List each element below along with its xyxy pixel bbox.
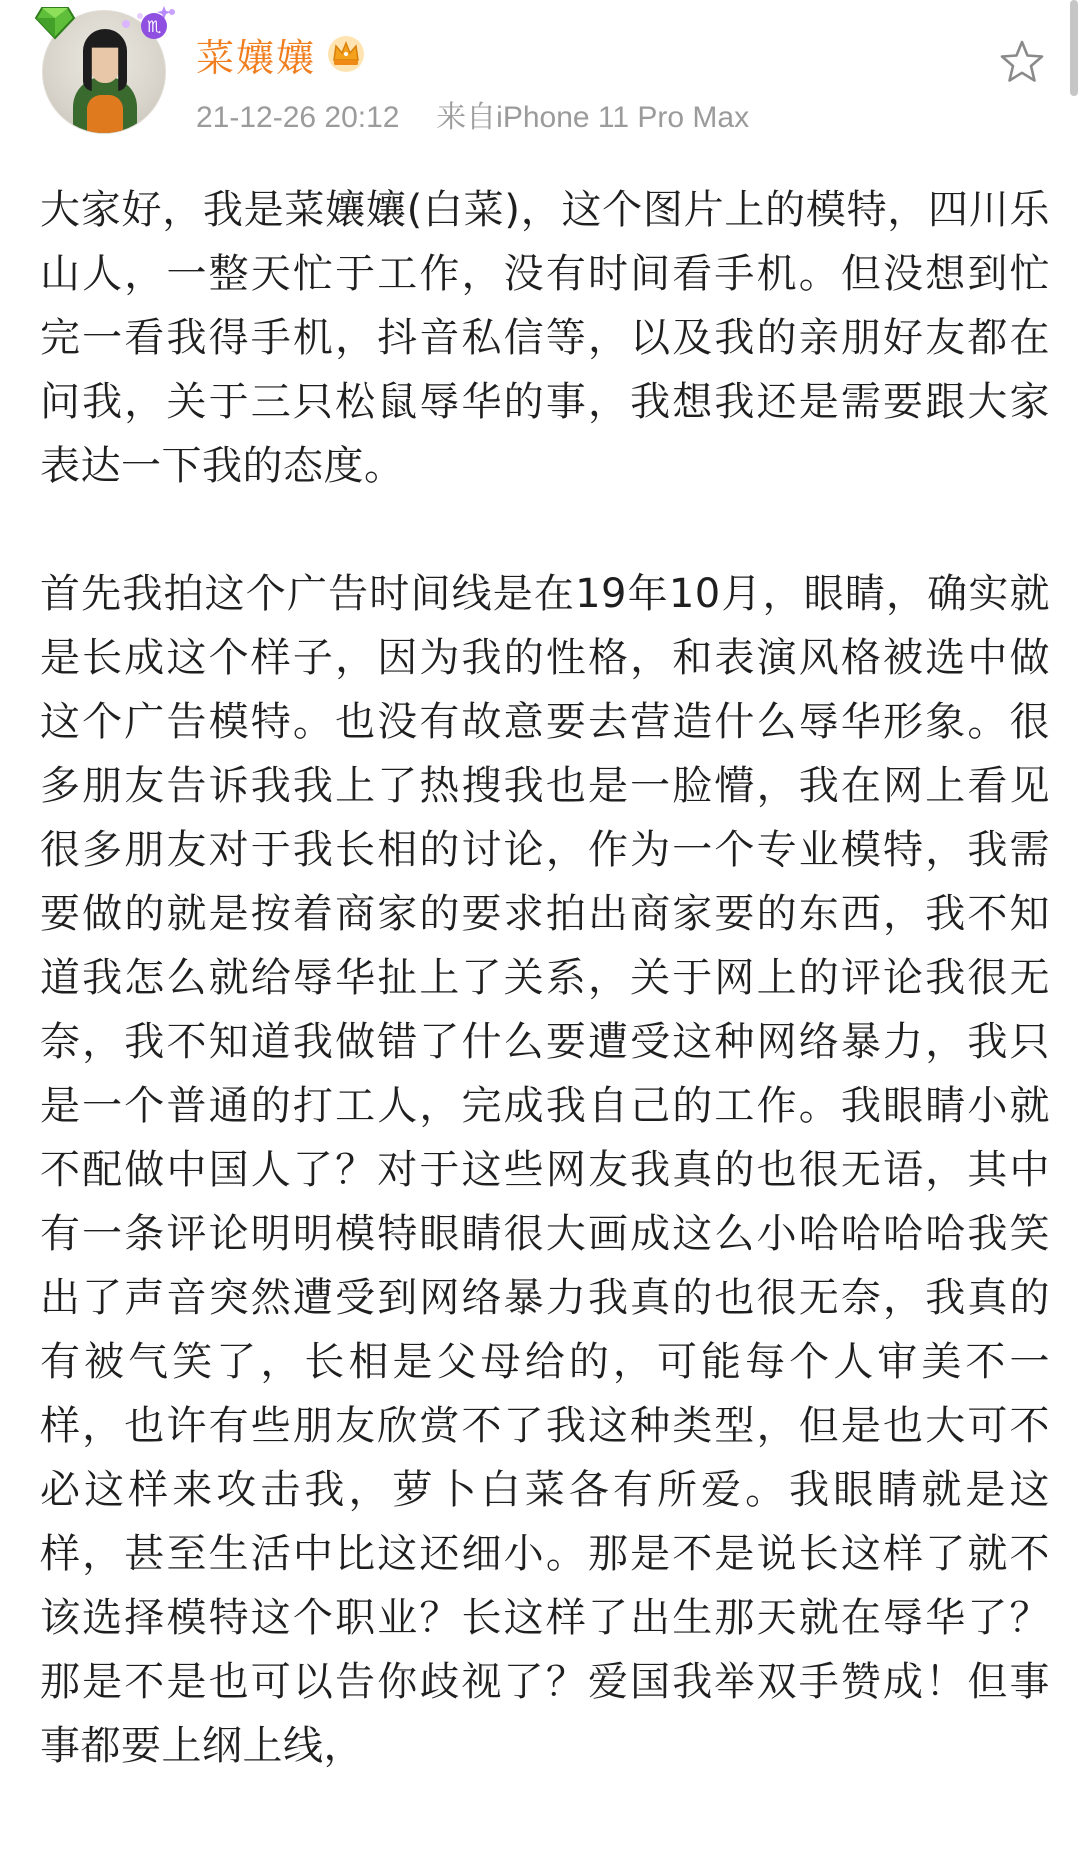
author-name[interactable]: 菜孃孃 <box>196 35 317 80</box>
avatar-shirt <box>87 95 123 134</box>
star-outline-icon[interactable] <box>998 38 1046 86</box>
post-meta <box>196 92 749 136</box>
post-header <box>0 0 1080 150</box>
avatar-wrap[interactable] <box>34 2 170 142</box>
post-paragraph-2: 首先我拍这个广告时间线是在19年10月，眼睛，确实就是长成这个样子，因为我的性格，和表演风格被选中做这个广告模特。也没有故意要去营造什么辱华形象。很多朋友告诉我我上了热搜我也是一脸懵，我在网上看见很多朋友对于我长相的讨论，作为一个专业模特，我需要做的就是按着商家的要求拍出商家要的东西，我不知道我怎么就给辱华扯上了关系，关于网上的评论我很无奈，我不知道我做错了什么要遭受这种网络暴力，我只是一个普通的打工人，完成我自己的工作。我眼睛小就不配做中国人了？对于这些网友我真的也很无语，其中有一条评论明明模特眼睛很大画成这么小哈哈哈哈我笑出了声音突然遭受到网络暴力我真的也很无奈，我真的有被气笑了，长相是父母给的，可能每个人审美不一样，也许有些朋友欣赏不了我这种类型，但是也大可不必这样来攻击我，萝卜白菜各有所爱。我眼睛就是这样，甚至生活中比这还细小。那是不是说长这样了就不该选择模特这个职业？长这样了出生那天就在辱华了？那是不是也可以告你歧视了？爱国我举双手赞成！但事事都要上纲上线， <box>40 571 1050 1769</box>
author-row <box>196 26 366 82</box>
post-content <box>40 178 1050 1778</box>
post-time: 21-12-26 20:12 <box>196 101 400 134</box>
scorpio-zodiac-icon <box>106 2 186 42</box>
scrollbar[interactable] <box>1070 0 1078 96</box>
post-source: 来自iPhone 11 Pro Max <box>436 101 750 134</box>
gem-icon <box>34 4 76 40</box>
paragraph-gap <box>40 498 1050 562</box>
post-paragraph-1: 大家好，我是菜孃孃(白菜)，这个图片上的模特，四川乐山人，一整天忙于工作，没有时间看手机。但没想到忙完一看我得手机，抖音私信等，以及我的亲朋好友都在问我，关于三只松鼠辱华的事，我想我还是需要跟大家表达一下我的态度。 <box>40 187 1050 489</box>
crown-icon <box>326 34 366 74</box>
svg-text:♏: ♏ <box>146 17 162 36</box>
